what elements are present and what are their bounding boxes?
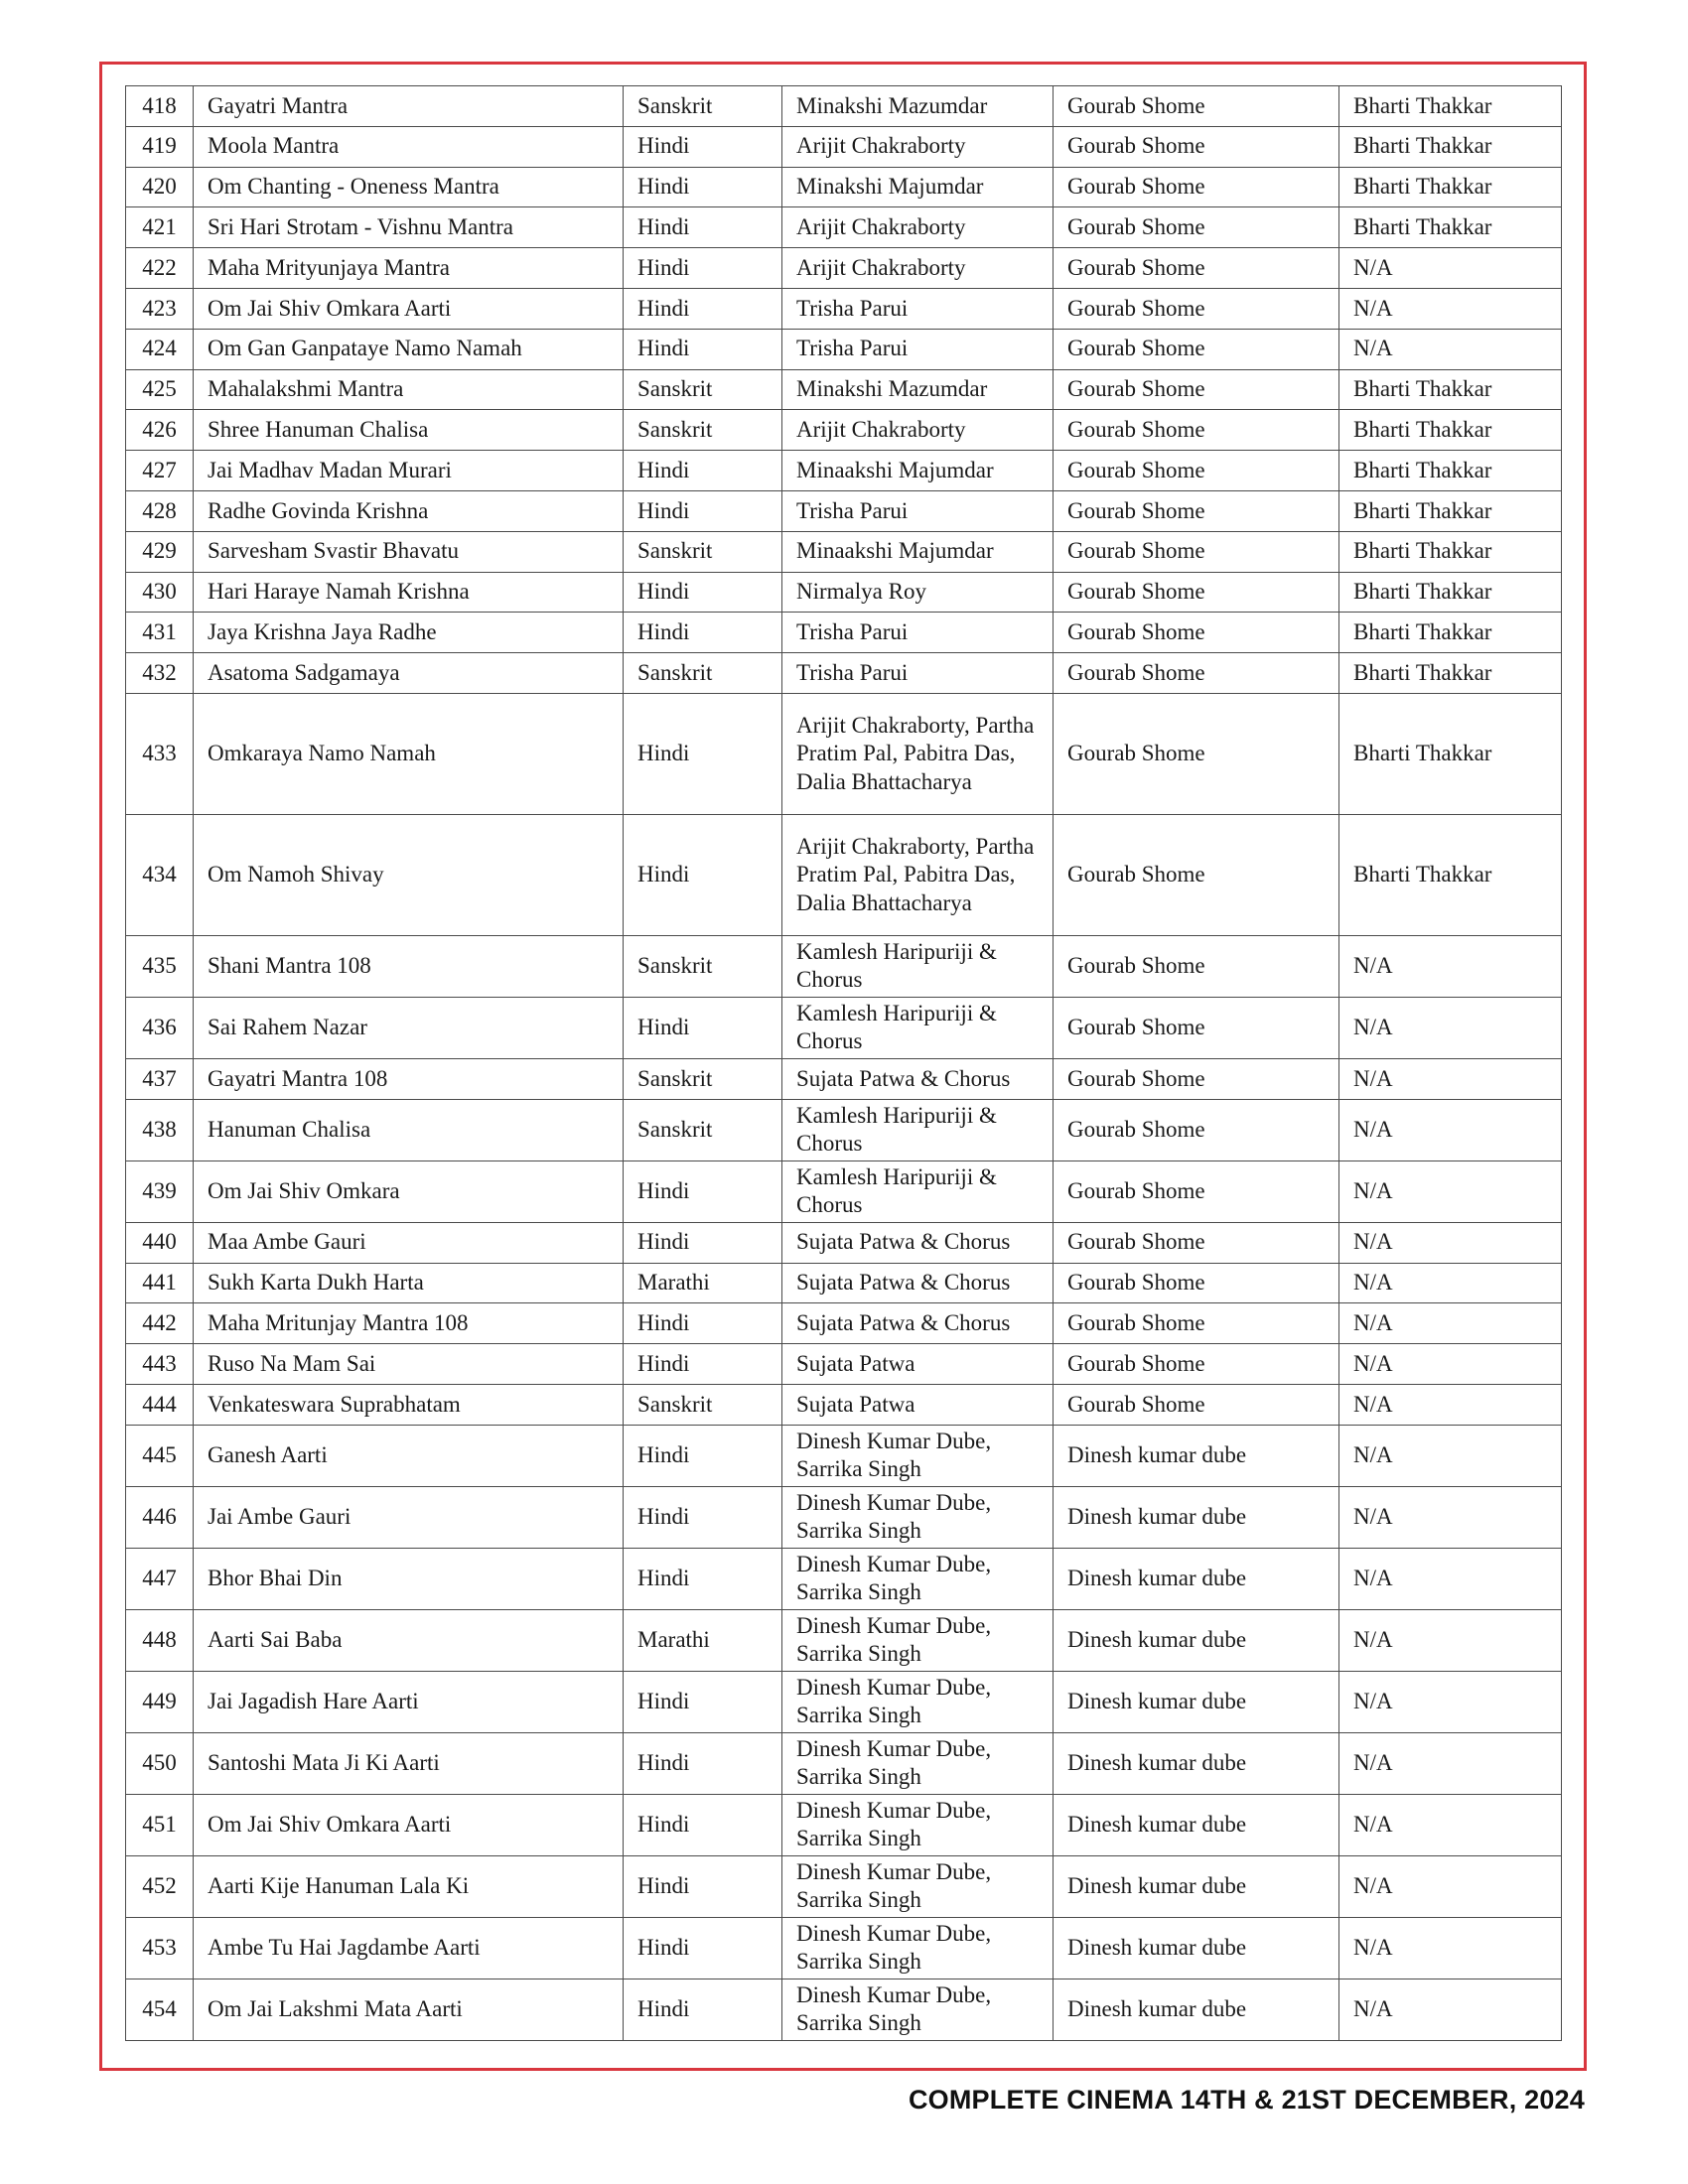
- language-cell: Hindi: [624, 167, 782, 207]
- language-cell: Hindi: [624, 288, 782, 329]
- lyricist-cell: N/A: [1339, 1548, 1562, 1609]
- row-number-cell: 442: [126, 1303, 194, 1344]
- lyricist-cell: Bharti Thakkar: [1339, 693, 1562, 814]
- lyricist-cell: Bharti Thakkar: [1339, 653, 1562, 694]
- lyricist-cell: N/A: [1339, 1425, 1562, 1486]
- singers-cell: Trisha Parui: [782, 329, 1054, 369]
- table-row: [126, 531, 1562, 572]
- row-number-cell: 453: [126, 1917, 194, 1979]
- language-cell: Marathi: [624, 1609, 782, 1671]
- lyricist-cell: Bharti Thakkar: [1339, 814, 1562, 935]
- table-row: [126, 1917, 1562, 1979]
- row-number-cell: 443: [126, 1344, 194, 1385]
- music-director-cell: Gourab Shome: [1054, 167, 1339, 207]
- song-title-cell: Maha Mrityunjaya Mantra: [194, 248, 624, 289]
- lyricist-cell: Bharti Thakkar: [1339, 126, 1562, 167]
- table-row: [126, 1058, 1562, 1099]
- music-director-cell: Dinesh kumar dube: [1054, 1794, 1339, 1855]
- singers-cell: Sujata Patwa & Chorus: [782, 1303, 1054, 1344]
- language-cell: Sanskrit: [624, 653, 782, 694]
- singers-cell: Sujata Patwa & Chorus: [782, 1263, 1054, 1303]
- singers-cell: Dinesh Kumar Dube, Sarrika Singh: [782, 1855, 1054, 1917]
- lyricist-cell: N/A: [1339, 1855, 1562, 1917]
- language-cell: Hindi: [624, 1160, 782, 1222]
- song-title-cell: Omkaraya Namo Namah: [194, 693, 624, 814]
- table-row: [126, 167, 1562, 207]
- language-cell: Hindi: [624, 1548, 782, 1609]
- language-cell: Hindi: [624, 1917, 782, 1979]
- row-number-cell: 421: [126, 207, 194, 248]
- table-row: [126, 369, 1562, 410]
- language-cell: Hindi: [624, 451, 782, 491]
- singers-cell: Sujata Patwa: [782, 1384, 1054, 1425]
- song-title-cell: Aarti Kije Hanuman Lala Ki: [194, 1855, 624, 1917]
- singers-cell: Dinesh Kumar Dube, Sarrika Singh: [782, 1671, 1054, 1732]
- row-number-cell: 423: [126, 288, 194, 329]
- singers-cell: Dinesh Kumar Dube, Sarrika Singh: [782, 1917, 1054, 1979]
- row-number-cell: 448: [126, 1609, 194, 1671]
- singers-cell: Dinesh Kumar Dube, Sarrika Singh: [782, 1486, 1054, 1548]
- song-title-cell: Om Namoh Shivay: [194, 814, 624, 935]
- music-director-cell: Gourab Shome: [1054, 1099, 1339, 1160]
- song-title-cell: Aarti Sai Baba: [194, 1609, 624, 1671]
- singers-cell: Sujata Patwa & Chorus: [782, 1058, 1054, 1099]
- song-credits-table: [125, 85, 1562, 2041]
- table-row: [126, 653, 1562, 694]
- row-number-cell: 452: [126, 1855, 194, 1917]
- table-row: [126, 288, 1562, 329]
- music-director-cell: Gourab Shome: [1054, 1263, 1339, 1303]
- table-row: [126, 1794, 1562, 1855]
- music-director-cell: Gourab Shome: [1054, 572, 1339, 613]
- lyricist-cell: N/A: [1339, 1160, 1562, 1222]
- language-cell: Hindi: [624, 1486, 782, 1548]
- language-cell: Hindi: [624, 693, 782, 814]
- singers-cell: Minakshi Mazumdar: [782, 369, 1054, 410]
- table-row: [126, 814, 1562, 935]
- table-row: [126, 1303, 1562, 1344]
- music-director-cell: Gourab Shome: [1054, 531, 1339, 572]
- lyricist-cell: N/A: [1339, 329, 1562, 369]
- language-cell: Hindi: [624, 997, 782, 1058]
- lyricist-cell: Bharti Thakkar: [1339, 369, 1562, 410]
- singers-cell: Minakshi Mazumdar: [782, 86, 1054, 127]
- row-number-cell: 426: [126, 410, 194, 451]
- language-cell: Hindi: [624, 248, 782, 289]
- row-number-cell: 446: [126, 1486, 194, 1548]
- song-title-cell: Sukh Karta Dukh Harta: [194, 1263, 624, 1303]
- lyricist-cell: N/A: [1339, 1979, 1562, 2040]
- language-cell: Sanskrit: [624, 410, 782, 451]
- singers-cell: Minaakshi Majumdar: [782, 451, 1054, 491]
- lyricist-cell: Bharti Thakkar: [1339, 572, 1562, 613]
- song-title-cell: Jai Madhav Madan Murari: [194, 451, 624, 491]
- row-number-cell: 437: [126, 1058, 194, 1099]
- singers-cell: Arijit Chakraborty, Partha Pratim Pal, Pabitra Das, Dalia Bhattacharya: [782, 814, 1054, 935]
- table-row: [126, 1222, 1562, 1263]
- singers-cell: Arijit Chakraborty: [782, 126, 1054, 167]
- table-row: [126, 572, 1562, 613]
- language-cell: Hindi: [624, 1425, 782, 1486]
- song-title-cell: Ruso Na Mam Sai: [194, 1344, 624, 1385]
- row-number-cell: 438: [126, 1099, 194, 1160]
- table-row: [126, 248, 1562, 289]
- music-director-cell: Dinesh kumar dube: [1054, 1917, 1339, 1979]
- song-title-cell: Om Jai Shiv Omkara Aarti: [194, 288, 624, 329]
- row-number-cell: 427: [126, 451, 194, 491]
- singers-cell: Kamlesh Haripuriji & Chorus: [782, 1160, 1054, 1222]
- music-director-cell: Gourab Shome: [1054, 410, 1339, 451]
- singers-cell: Arijit Chakraborty: [782, 248, 1054, 289]
- singers-cell: Dinesh Kumar Dube, Sarrika Singh: [782, 1548, 1054, 1609]
- language-cell: Hindi: [624, 572, 782, 613]
- lyricist-cell: N/A: [1339, 288, 1562, 329]
- language-cell: Sanskrit: [624, 369, 782, 410]
- singers-cell: Arijit Chakraborty: [782, 207, 1054, 248]
- singers-cell: Kamlesh Haripuriji & Chorus: [782, 935, 1054, 997]
- table-row: [126, 1099, 1562, 1160]
- music-director-cell: Dinesh kumar dube: [1054, 1486, 1339, 1548]
- row-number-cell: 434: [126, 814, 194, 935]
- lyricist-cell: N/A: [1339, 1671, 1562, 1732]
- row-number-cell: 445: [126, 1425, 194, 1486]
- singers-cell: Kamlesh Haripuriji & Chorus: [782, 1099, 1054, 1160]
- language-cell: Hindi: [624, 1855, 782, 1917]
- song-title-cell: Om Gan Ganpataye Namo Namah: [194, 329, 624, 369]
- row-number-cell: 454: [126, 1979, 194, 2040]
- table-row: [126, 490, 1562, 531]
- music-director-cell: Gourab Shome: [1054, 490, 1339, 531]
- music-director-cell: Dinesh kumar dube: [1054, 1609, 1339, 1671]
- music-director-cell: Dinesh kumar dube: [1054, 1671, 1339, 1732]
- music-director-cell: Gourab Shome: [1054, 1384, 1339, 1425]
- row-number-cell: 441: [126, 1263, 194, 1303]
- row-number-cell: 429: [126, 531, 194, 572]
- music-director-cell: Gourab Shome: [1054, 1344, 1339, 1385]
- song-title-cell: Hanuman Chalisa: [194, 1099, 624, 1160]
- row-number-cell: 433: [126, 693, 194, 814]
- song-title-cell: Hari Haraye Namah Krishna: [194, 572, 624, 613]
- table-row: [126, 613, 1562, 653]
- song-title-cell: Jaya Krishna Jaya Radhe: [194, 613, 624, 653]
- song-title-cell: Asatoma Sadgamaya: [194, 653, 624, 694]
- song-title-cell: Venkateswara Suprabhatam: [194, 1384, 624, 1425]
- page-footer: COMPLETE CINEMA 14TH & 21ST DECEMBER, 2024: [908, 2085, 1585, 2115]
- singers-cell: Dinesh Kumar Dube, Sarrika Singh: [782, 1979, 1054, 2040]
- song-title-cell: Shani Mantra 108: [194, 935, 624, 997]
- lyricist-cell: N/A: [1339, 1609, 1562, 1671]
- song-title-cell: Moola Mantra: [194, 126, 624, 167]
- table-row: [126, 1344, 1562, 1385]
- singers-cell: Trisha Parui: [782, 653, 1054, 694]
- singers-cell: Minaakshi Majumdar: [782, 531, 1054, 572]
- language-cell: Hindi: [624, 1979, 782, 2040]
- song-title-cell: Om Jai Shiv Omkara Aarti: [194, 1794, 624, 1855]
- song-title-cell: Jai Ambe Gauri: [194, 1486, 624, 1548]
- table-row: [126, 126, 1562, 167]
- lyricist-cell: N/A: [1339, 1794, 1562, 1855]
- table-row: [126, 1671, 1562, 1732]
- table-body: [126, 86, 1562, 2041]
- row-number-cell: 440: [126, 1222, 194, 1263]
- row-number-cell: 449: [126, 1671, 194, 1732]
- lyricist-cell: N/A: [1339, 1344, 1562, 1385]
- language-cell: Hindi: [624, 1671, 782, 1732]
- lyricist-cell: Bharti Thakkar: [1339, 207, 1562, 248]
- music-director-cell: Dinesh kumar dube: [1054, 1548, 1339, 1609]
- language-cell: Hindi: [624, 1344, 782, 1385]
- row-number-cell: 432: [126, 653, 194, 694]
- song-title-cell: Shree Hanuman Chalisa: [194, 410, 624, 451]
- singers-cell: Arijit Chakraborty, Partha Pratim Pal, Pabitra Das, Dalia Bhattacharya: [782, 693, 1054, 814]
- lyricist-cell: N/A: [1339, 1917, 1562, 1979]
- table-row: [126, 1609, 1562, 1671]
- song-title-cell: Bhor Bhai Din: [194, 1548, 624, 1609]
- row-number-cell: 436: [126, 997, 194, 1058]
- lyricist-cell: N/A: [1339, 248, 1562, 289]
- language-cell: Marathi: [624, 1263, 782, 1303]
- table-row: [126, 1486, 1562, 1548]
- row-number-cell: 419: [126, 126, 194, 167]
- music-director-cell: Dinesh kumar dube: [1054, 1425, 1339, 1486]
- row-number-cell: 422: [126, 248, 194, 289]
- lyricist-cell: Bharti Thakkar: [1339, 410, 1562, 451]
- music-director-cell: Gourab Shome: [1054, 1222, 1339, 1263]
- singers-cell: Arijit Chakraborty: [782, 410, 1054, 451]
- table-row: [126, 1548, 1562, 1609]
- table-row: [126, 1855, 1562, 1917]
- music-director-cell: Gourab Shome: [1054, 288, 1339, 329]
- music-director-cell: Dinesh kumar dube: [1054, 1979, 1339, 2040]
- lyricist-cell: N/A: [1339, 1732, 1562, 1794]
- language-cell: Sanskrit: [624, 531, 782, 572]
- table-row: [126, 329, 1562, 369]
- song-title-cell: Gayatri Mantra: [194, 86, 624, 127]
- table-row: [126, 693, 1562, 814]
- row-number-cell: 450: [126, 1732, 194, 1794]
- table-row: [126, 1263, 1562, 1303]
- table-row: [126, 86, 1562, 127]
- lyricist-cell: N/A: [1339, 1384, 1562, 1425]
- song-title-cell: Sai Rahem Nazar: [194, 997, 624, 1058]
- table-row: [126, 1160, 1562, 1222]
- row-number-cell: 431: [126, 613, 194, 653]
- language-cell: Hindi: [624, 1222, 782, 1263]
- music-director-cell: Dinesh kumar dube: [1054, 1732, 1339, 1794]
- lyricist-cell: Bharti Thakkar: [1339, 613, 1562, 653]
- song-title-cell: Sri Hari Strotam - Vishnu Mantra: [194, 207, 624, 248]
- music-director-cell: Gourab Shome: [1054, 451, 1339, 491]
- song-title-cell: Santoshi Mata Ji Ki Aarti: [194, 1732, 624, 1794]
- song-title-cell: Om Jai Lakshmi Mata Aarti: [194, 1979, 624, 2040]
- lyricist-cell: N/A: [1339, 1263, 1562, 1303]
- song-title-cell: Sarvesham Svastir Bhavatu: [194, 531, 624, 572]
- singers-cell: Dinesh Kumar Dube, Sarrika Singh: [782, 1609, 1054, 1671]
- row-number-cell: 424: [126, 329, 194, 369]
- language-cell: Hindi: [624, 814, 782, 935]
- language-cell: Sanskrit: [624, 86, 782, 127]
- language-cell: Hindi: [624, 1732, 782, 1794]
- lyricist-cell: N/A: [1339, 1486, 1562, 1548]
- lyricist-cell: Bharti Thakkar: [1339, 490, 1562, 531]
- singers-cell: Sujata Patwa & Chorus: [782, 1222, 1054, 1263]
- song-title-cell: Om Chanting - Oneness Mantra: [194, 167, 624, 207]
- singers-cell: Sujata Patwa: [782, 1344, 1054, 1385]
- table-row: [126, 410, 1562, 451]
- language-cell: Hindi: [624, 1794, 782, 1855]
- music-director-cell: Gourab Shome: [1054, 814, 1339, 935]
- row-number-cell: 439: [126, 1160, 194, 1222]
- lyricist-cell: N/A: [1339, 1222, 1562, 1263]
- lyricist-cell: N/A: [1339, 1058, 1562, 1099]
- lyricist-cell: N/A: [1339, 1303, 1562, 1344]
- lyricist-cell: N/A: [1339, 997, 1562, 1058]
- table-row: [126, 1425, 1562, 1486]
- lyricist-cell: N/A: [1339, 1099, 1562, 1160]
- music-director-cell: Gourab Shome: [1054, 369, 1339, 410]
- music-director-cell: Gourab Shome: [1054, 613, 1339, 653]
- music-director-cell: Gourab Shome: [1054, 935, 1339, 997]
- singers-cell: Trisha Parui: [782, 288, 1054, 329]
- song-title-cell: Ganesh Aarti: [194, 1425, 624, 1486]
- singers-cell: Nirmalya Roy: [782, 572, 1054, 613]
- table-row: [126, 451, 1562, 491]
- singers-cell: Minakshi Majumdar: [782, 167, 1054, 207]
- table-row: [126, 1384, 1562, 1425]
- row-number-cell: 451: [126, 1794, 194, 1855]
- row-number-cell: 425: [126, 369, 194, 410]
- music-director-cell: Gourab Shome: [1054, 248, 1339, 289]
- row-number-cell: 447: [126, 1548, 194, 1609]
- singers-cell: Kamlesh Haripuriji & Chorus: [782, 997, 1054, 1058]
- music-director-cell: Gourab Shome: [1054, 1303, 1339, 1344]
- row-number-cell: 420: [126, 167, 194, 207]
- singers-cell: Trisha Parui: [782, 490, 1054, 531]
- singers-cell: Dinesh Kumar Dube, Sarrika Singh: [782, 1732, 1054, 1794]
- row-number-cell: 428: [126, 490, 194, 531]
- song-title-cell: Maa Ambe Gauri: [194, 1222, 624, 1263]
- table-row: [126, 935, 1562, 997]
- language-cell: Hindi: [624, 490, 782, 531]
- table-row: [126, 207, 1562, 248]
- song-title-cell: Jai Jagadish Hare Aarti: [194, 1671, 624, 1732]
- music-director-cell: Gourab Shome: [1054, 1160, 1339, 1222]
- table-row: [126, 1979, 1562, 2040]
- singers-cell: Trisha Parui: [782, 613, 1054, 653]
- song-title-cell: Om Jai Shiv Omkara: [194, 1160, 624, 1222]
- music-director-cell: Gourab Shome: [1054, 126, 1339, 167]
- language-cell: Hindi: [624, 1303, 782, 1344]
- music-director-cell: Gourab Shome: [1054, 207, 1339, 248]
- row-number-cell: 444: [126, 1384, 194, 1425]
- row-number-cell: 430: [126, 572, 194, 613]
- language-cell: Hindi: [624, 329, 782, 369]
- song-title-cell: Mahalakshmi Mantra: [194, 369, 624, 410]
- language-cell: Sanskrit: [624, 935, 782, 997]
- music-director-cell: Gourab Shome: [1054, 997, 1339, 1058]
- lyricist-cell: Bharti Thakkar: [1339, 86, 1562, 127]
- music-director-cell: Gourab Shome: [1054, 693, 1339, 814]
- row-number-cell: 418: [126, 86, 194, 127]
- language-cell: Sanskrit: [624, 1384, 782, 1425]
- language-cell: Hindi: [624, 613, 782, 653]
- table-row: [126, 997, 1562, 1058]
- language-cell: Sanskrit: [624, 1058, 782, 1099]
- music-director-cell: Gourab Shome: [1054, 329, 1339, 369]
- music-director-cell: Gourab Shome: [1054, 653, 1339, 694]
- music-director-cell: Gourab Shome: [1054, 86, 1339, 127]
- song-title-cell: Ambe Tu Hai Jagdambe Aarti: [194, 1917, 624, 1979]
- language-cell: Sanskrit: [624, 1099, 782, 1160]
- singers-cell: Dinesh Kumar Dube, Sarrika Singh: [782, 1425, 1054, 1486]
- singers-cell: Dinesh Kumar Dube, Sarrika Singh: [782, 1794, 1054, 1855]
- lyricist-cell: N/A: [1339, 935, 1562, 997]
- row-number-cell: 435: [126, 935, 194, 997]
- music-director-cell: Gourab Shome: [1054, 1058, 1339, 1099]
- language-cell: Hindi: [624, 207, 782, 248]
- lyricist-cell: Bharti Thakkar: [1339, 531, 1562, 572]
- music-director-cell: Dinesh kumar dube: [1054, 1855, 1339, 1917]
- song-title-cell: Gayatri Mantra 108: [194, 1058, 624, 1099]
- table-row: [126, 1732, 1562, 1794]
- song-title-cell: Radhe Govinda Krishna: [194, 490, 624, 531]
- lyricist-cell: Bharti Thakkar: [1339, 167, 1562, 207]
- lyricist-cell: Bharti Thakkar: [1339, 451, 1562, 491]
- language-cell: Hindi: [624, 126, 782, 167]
- song-title-cell: Maha Mritunjay Mantra 108: [194, 1303, 624, 1344]
